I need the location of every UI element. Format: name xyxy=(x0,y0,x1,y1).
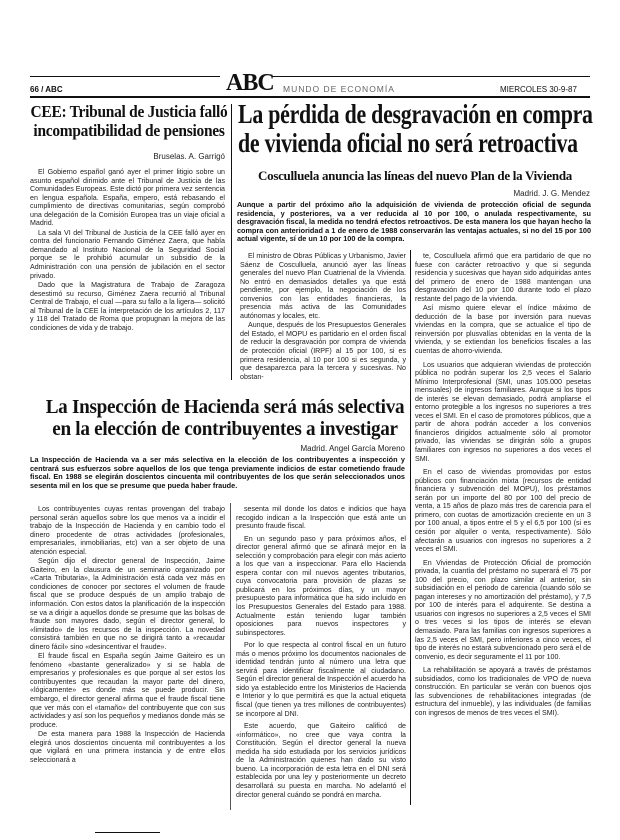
paragraph: El ministro de Obras Públicas y Urbanismo, Javier Sáenz de Cosculluela, anunció ayer las líneas generales del nuevo Plan Cuatrienal de la Vivienda. No entró en demasiados detalles ya que está pendiente, por ejemplo, la negociación de los convenios con las entidades financieras, la presencia más activa de las Comunidades autónomas y locales, etc. xyxy=(240,252,406,320)
cee-headline: CEE: Tribunal de Justicia falló incompatibilidad de pensiones xyxy=(30,102,228,140)
paragraph: La sala VI del Tribunal de Justicia de la CEE falló ayer en contra del funcionario Fernando Giménez Zaera, que había demandado al Instituto Nacional de la Seguridad Social porque se le prohibió acumular un subsidio de la Administración con una pensión de jubilación en el sector privado. xyxy=(30,228,225,280)
paragraph: Los usuarios que adquieran viviendas de protección pública no podrán superar los 2,5 veces el Salario Mínimo Interprofesional (SMI, unas 105.000 pesetas mensuales) de ingresos familiares. Aunque si los tipos de interés se elevan demasiado, podrá ampliarse el entorno protegible a los ingresos no superiores a tres veces el SMI. En el caso de promotores públicos, que a partir de ahora podrán acceder a los convenios financieros dirigidos actualmente sólo al promotor privado, las viviendas se dirigirán sólo a grupos familiares con ingresos no superiores a dos veces el SMI. xyxy=(415,360,591,463)
paragraph: Este acuerdo, que Gaiteiro calificó de «informático», no cree que vaya contra la Constitución. Según el director general la nueva medida ha sido estudiada por los servicios jurídicos de la Administración quienes han dado su visto bueno. La incorporación de esta letra en el DNI será establecida por una ley y posteriormente un decreto desarrollará su puesta en marcha. No adelantó el director general cuándo se pondrá en marcha. xyxy=(236,722,406,799)
vivienda-byline: Madrid. J. G. Mendez xyxy=(513,189,590,198)
paragraph: Así mismo quiere elevar el índice máximo de deducción de la base por inversión para nuevas viviendas en la compra, que se actualice el tipo de reinversión por plusvalías obtenidas en la venta de la vivienda, y se extiendan los beneficios fiscales a las cuentas de ahorro-vivienda. xyxy=(415,304,591,356)
paragraph: El Gobierno español ganó ayer el primer litigio sobre un asunto español dirimido ante el Tribunal de Justicia de las Comunidades Europeas. Este dictó por primera vez sentencia en lengua española. España, empero, está rebasando el cumplimiento de directivas comunitarias, según comprobó una delegación de la Comisión Europea tras un viaje oficial a Madrid. xyxy=(30,168,225,228)
page-number: 66 / ABC xyxy=(30,85,63,94)
paragraph: En Viviendas de Protección Oficial de promoción privada, la cuantía del préstamo no superará el 75 por 100 del precio, con plazo similar al anterior, sin subsidiación en el periodo de carencia (cuando sólo se pagan intereses y no amortización del préstamo), y 7,5 por 100 de interés para el adquirente. Se destina a usuarios con ingresos no superiores a 2,5 veces el SMI o tres veces si los tipos de interés se elevan demasiado. Para las familias con ingresos superiores a las 2,5 veces el SMI, pero inferiores a cinco veces, el tipo de interés no estará subvencionado pero será el de convenio, es decir seguramente el 11 por 100. xyxy=(415,558,591,661)
vivienda-lead: Aunque a partir del próximo año la adquisición de vivienda de protección oficial de segunda residencia, y posteriores, va a ver reducida al 10 por 100, o anulada respectivamente, su desgravación fiscal, la medida no tendrá efectos retroactivos. De esta manera los que hayan hecho la compra con anterioridad a 1 de enero de 1988 conservarán las ventajas actuales, si no del 15 por 100 actual vigente, sí de un 10 por 100 de la compra. xyxy=(237,200,591,244)
vivienda-headline: La pérdida de desgravación en compra de vivienda oficial no será retroactiva xyxy=(238,99,593,158)
paragraph: En el caso de viviendas promovidas por estos públicos con financiación mixta (recursos de entidad financiera y subvención del MOPU), los préstamos serán por un importe del 80 por 100 del precio de venta, a 15 años de plazo más tres de carencia para el primero, con cuotas de amortización creciente en un 3 por 100 anual, a tipos entre el 5 y el 6,5 por 100 (si es cesión por alquiler o venta, respectivamente). Sólo afectarán a usuarios con ingresos no superiores a 2 veces el SMI. xyxy=(415,468,591,554)
paragraph: Los contribuyentes cuyas rentas provengan del trabajo personal serán aquellos sobre los que menos va a incidir el trabajo de la Inspección de Hacienda y en cambio todo el dinero procedente de otras actividades (profesionales, empresariales, inmobiliarias, etc) van a ser objeto de una atención especial. xyxy=(30,505,225,556)
paragraph: En un segundo paso y para próximos años, el director general afirmó que se afinará mejor en la selección y comprobación para elegir con más acierto a los que van a inspeccionar. Para ello Hacienda espera contar con mil nuevos agentes tributarios, cuya convocatoria para provisión de plazas se publicará en los próximos días, y un mayor presupuesto para informática que ha sido incluido en los Presupuestos Generales del Estado para 1988. Actualmente están teniendo lugar también oposiciones para nuevos inspectores y subinspectores. xyxy=(236,534,406,637)
paragraph: De esta manera para 1988 la Inspección de Hacienda elegirá unos doscientos cincuenta mil contribuyentes a los que vigilará en una primera instancia y de entre ellos seleccionará a xyxy=(30,730,225,764)
paragraph: Por lo que respecta al control fiscal en un futuro más o menos próximo los documentos nacionales de identidad tendrán junto al número una letra que servirá para identificar fiscalmente al ciudadano. Según el director general de Inspección el acuerdo ha sido ya establecido entre los Ministerios de Hacienda e Interior y lo que permitirá es que la actual etiqueta fiscal (que tienen ya tres millones de contribuyentes) se incorpore al DNI. xyxy=(236,641,406,718)
paragraph: El fraude fiscal en España según Jaime Gaiteiro es un fenómeno «bastante generalizado» y si se habla de empresarios y profesionales es que porque al ser estos los contribuyentes que recaudan la mayor parte del dinero, «lógicamente» es donde más se puede producir. Sin embargo, el director general afirma que el fraude fiscal tiene que ver más con el «tamaño» del contribuyente que con sus actividades y así son los pequeños y medianos donde más se produce. xyxy=(30,652,225,729)
section-title: MUNDO DE ECONOMÍA xyxy=(283,84,395,94)
hacienda-column-1 xyxy=(30,505,225,764)
paragraph: te, Cosculluela afirmó que era partidario de que no fuese con carácter retroactivo y que si segunda residencia y sucesivas que hayan sido adquiridas antes del primero de enero de 1988 mantengan una desgravación del 10 por 100 durante todo el plazo restante del pago de la vivienda. xyxy=(415,252,591,303)
vivienda-column-2 xyxy=(415,252,591,717)
issue-date: MIERCOLES 30-9-87 xyxy=(500,85,577,94)
paragraph: La rehabilitación se apoyará a través de préstamos subsidiados, como los tradicionales de VPO de nueva construcción. En particular se verán con buenos ojos las subvenciones de rehabilitaciones integradas (de estructura del inmueble), y las individuales (de familias con ingresos de menos de tres veces el SMI). xyxy=(415,666,591,717)
paragraph: Según dijo el director general de Inspección, Jaime Gaiteiro, en la clausura de un seminario organizado por «Carta Tributaria», la Administración está cada vez más en condiciones de conocer por sectores el volumen de fraude fiscal que se produce después de un amplio trabajo de información. Con estos datos la planificación de la inspección se va a dirigir a aquellos donde se presume que las bolsas de fraude son mayores dado, según el director general, lo «limitado» de los recursos de la inspección. La novedad consistirá también en que no se dirigirá tanto a «recaudar dinero fácil» sino «desincentivar el fraude». xyxy=(30,557,225,651)
vivienda-subtitle: Cosculluela anuncia las líneas del nuevo Plan de la Vivienda xyxy=(258,168,572,183)
vivienda-column-1 xyxy=(240,252,406,381)
hacienda-column-2 xyxy=(236,505,406,799)
cee-byline: Bruselas. A. Garrigó xyxy=(153,152,225,161)
hacienda-lead: La Inspección de Hacienda va a ser más selectiva en la elección de los contribuyentes a inspección y centrará sus esfuerzos sobre aquellos de los que tenga previamente indicios de estar cometiendo fraude fiscal. En 1988 se elegirán doscientos cincuenta mil contribuyentes de los que serán seleccionados unos sesenta mil en los que se presume que pueda haber fraude. xyxy=(30,455,405,490)
paragraph: sesenta mil donde los datos e indicios que haya recogido indican a la Inspección que está ante un presunto fraude fiscal. xyxy=(236,505,406,531)
cee-body xyxy=(30,168,225,332)
newspaper-logo: ABC xyxy=(226,70,274,96)
paragraph: Dado que la Magistratura de Trabajo de Zaragoza desestimó su recurso, Giménez Zaera recurrió al Tribunal Central de Trabajo, el cual —para su fallo a la ligera— solicitó al Tribunal de la CEE la interpretación de los artículos 2, 117 y 118 del Tratado de Roma que propugnan la mejora de las condiciones de vida y de trabajo. xyxy=(30,281,225,332)
hacienda-byline: Madrid. Angel García Moreno xyxy=(300,444,405,453)
paragraph: Aunque, después de los Presupuestos Generales del Estado, el MOPU es partidario en el orden fiscal de reducir la desgravación por compra de vivienda de protección oficial (IRPF) al 15 por 100, si es primera residencia, al 10 por 100 si es segunda, y que desaparezca para la tercera y sucesivas. No obstan- xyxy=(240,321,406,381)
hacienda-headline: La Inspección de Hacienda será más selectiva en la elección de contribuyentes a investigar xyxy=(45,396,405,440)
